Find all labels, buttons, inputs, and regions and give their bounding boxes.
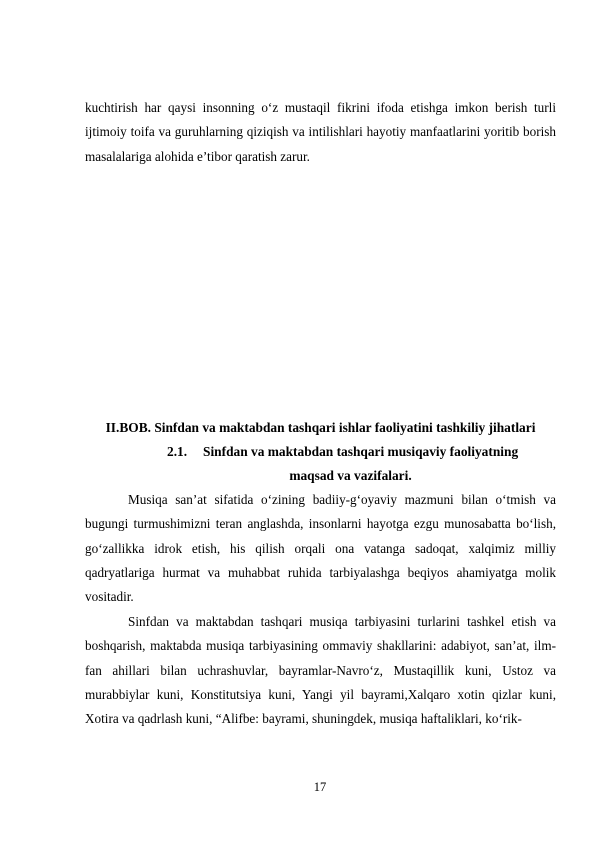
section-title-line1: Sinfdan va maktabdan tashqari musiqaviy faoliyatning bbox=[203, 444, 519, 459]
section-number: 2.1. bbox=[167, 444, 188, 459]
section-heading-line1 bbox=[85, 440, 556, 464]
page-number: 17 bbox=[313, 780, 327, 794]
chapter-title: II.BOB. Sinfdan va maktabdan tashqari ishlar faoliyatini tashkiliy jihatlari bbox=[105, 420, 536, 435]
section-title-line2: maqsad va vazifalari. bbox=[289, 468, 412, 483]
body-paragraph-extracurricular: Sinfdan va maktabdan tashqari musiqa tarbiyasini turlarini tashkel etish va boshqarish, maktabda musiqa tarbiyasining ommaviy shakllarini: adabiyot, san’at, ilm-fan ahillari bilan uchrashuvlar, bayramlar-Navro‘z, Mustaqillik kuni, Ustoz va murabbiylar kuni, Konstitutsiya kuni, Yangi yil bayrami,Xalqaro xotin qizlar kuni, Xotira va qadrlash kuni, “Alifbe: bayrami, shuningdek, musiqa haftaliklari, ko‘rik- bbox=[85, 614, 556, 727]
section-heading bbox=[85, 440, 556, 488]
body-paragraph-music: Musiqa san’at sifatida o‘zining badiiy-g‘oyaviy mazmuni bilan o‘tmish va bugungi turmushimizni teran anglashda, insonlarni hayotga ezgu munosabatta bo‘lish, go‘zallikka idrok etish, his qilish orqali ona vatanga sadoqat, xalqimiz milliy qadryatlariga hurmat va muhabbat ruhida tarbiyalashga beqiyos ahamiyatga molik vositadir. bbox=[85, 492, 556, 605]
intro-paragraph: kuchtirish har qaysi insonning o‘z mustaqil fikrini ifoda etishga imkon berish turli ijtimoiy toifa va guruhlarning qiziqish va intilishlari hayotiy manfaatlarini yoritib borish masalalariga alohida e’tibor qaratish zarur. bbox=[85, 100, 556, 164]
